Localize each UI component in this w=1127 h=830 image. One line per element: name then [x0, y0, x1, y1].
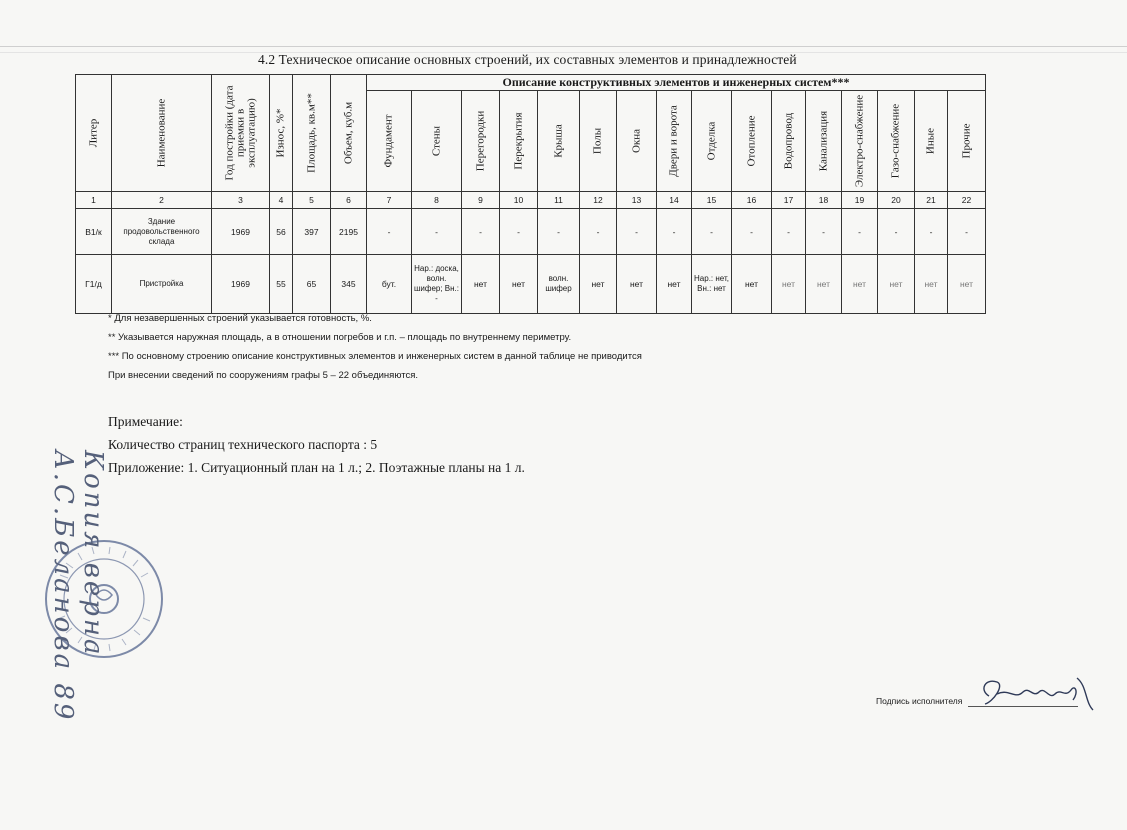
table-cell: нет	[842, 255, 878, 314]
group-header: Описание конструктивных элементов и инженерных систем***	[367, 75, 986, 91]
table-cell: -	[806, 209, 842, 255]
column-number: 15	[692, 192, 732, 209]
col-header-wear: Износ, %*	[270, 75, 293, 192]
table-cell: нет	[617, 255, 657, 314]
col-header-heating: Отопление	[732, 91, 772, 192]
col-header-year: Год постройки (дата приемки в эксплуатацию)	[212, 75, 270, 192]
table-cell: нет	[500, 255, 538, 314]
col-header-misc: Прочие	[948, 91, 986, 192]
column-number: 20	[878, 192, 915, 209]
column-number: 16	[732, 192, 772, 209]
col-header-doors: Двери и ворота	[657, 91, 692, 192]
column-number: 14	[657, 192, 692, 209]
table-cell: -	[878, 209, 915, 255]
column-number: 2	[112, 192, 212, 209]
table-cell: Нар.: нет, Вн.: нет	[692, 255, 732, 314]
table-cell: -	[367, 209, 412, 255]
column-number: 3	[212, 192, 270, 209]
table-cell: нет	[878, 255, 915, 314]
footnotes	[108, 309, 642, 385]
table-cell: 1969	[212, 255, 270, 314]
table-cell: Нар.: доска, волн. шифер; Вн.: -	[412, 255, 462, 314]
column-number: 11	[538, 192, 580, 209]
table-cell: -	[915, 209, 948, 255]
col-header-liter: Литер	[76, 75, 112, 192]
table-cell: -	[948, 209, 986, 255]
certified-copy-note: Копия верна А.С.Беланова 89	[48, 450, 108, 723]
page-title: 4.2 Техническое описание основных строений, их составных элементов и принадлежностей	[258, 52, 797, 67]
table-cell: -	[462, 209, 500, 255]
table-cell: нет	[657, 255, 692, 314]
col-header-other: Иные	[915, 91, 948, 192]
col-header-area: Площадь, кв.м**	[293, 75, 331, 192]
table-cell: 397	[293, 209, 331, 255]
table-cell: бут.	[367, 255, 412, 314]
table-cell: Здание продовольственного склада	[112, 209, 212, 255]
table-row	[76, 255, 986, 314]
col-header-electricity: Электро-снабжение	[842, 91, 878, 192]
signature-label: Подпись исполнителя	[876, 696, 963, 706]
col-header-gas: Газо-снабжение	[878, 91, 915, 192]
table-cell: -	[500, 209, 538, 255]
column-number: 18	[806, 192, 842, 209]
table-cell: нет	[732, 255, 772, 314]
col-header-floors: Полы	[580, 91, 617, 192]
table-cell: -	[732, 209, 772, 255]
col-header-partitions: Перегородки	[462, 91, 500, 192]
table-row	[76, 209, 986, 255]
table-cell: 1969	[212, 209, 270, 255]
table-cell: -	[580, 209, 617, 255]
column-number: 12	[580, 192, 617, 209]
footnote: *** По основному строению описание конструктивных элементов и инженерных систем в данной таблице не приводится	[108, 351, 642, 362]
column-number: 19	[842, 192, 878, 209]
footnote: ** Указывается наружная площадь, а в отношении погребов и г.п. – площадь по внутреннему периметру.	[108, 332, 572, 343]
col-header-walls: Стены	[412, 91, 462, 192]
remark-appendix: Приложение: 1. Ситуационный план на 1 л.; 2. Поэтажные планы на 1 л.	[108, 460, 525, 475]
table-cell: волн. шифер	[538, 255, 580, 314]
col-header-sewage: Канализация	[806, 91, 842, 192]
column-number: 10	[500, 192, 538, 209]
table-cell: 65	[293, 255, 331, 314]
table-cell: нет	[462, 255, 500, 314]
column-number: 4	[270, 192, 293, 209]
column-number: 21	[915, 192, 948, 209]
column-number: 9	[462, 192, 500, 209]
table-cell: Пристройка	[112, 255, 212, 314]
table-cell: -	[772, 209, 806, 255]
col-header-roof: Крыша	[538, 91, 580, 192]
table-cell: нет	[948, 255, 986, 314]
table-cell: нет	[580, 255, 617, 314]
column-number: 7	[367, 192, 412, 209]
column-number: 1	[76, 192, 112, 209]
remark-block	[108, 410, 525, 479]
column-numbers-row	[76, 192, 986, 209]
table-cell: -	[692, 209, 732, 255]
col-header-name: Наименование	[112, 75, 212, 192]
col-header-volume: Объем, куб.м	[331, 75, 367, 192]
table-cell: 56	[270, 209, 293, 255]
description-table	[75, 74, 986, 314]
table-cell: нет	[772, 255, 806, 314]
column-number: 17	[772, 192, 806, 209]
column-number: 13	[617, 192, 657, 209]
col-header-windows: Окна	[617, 91, 657, 192]
table-cell: -	[842, 209, 878, 255]
table-cell: -	[617, 209, 657, 255]
col-header-foundation: Фундамент	[367, 91, 412, 192]
table-cell: 55	[270, 255, 293, 314]
signature-image	[975, 672, 1100, 717]
col-header-finishing: Отделка	[692, 91, 732, 192]
table-cell: нет	[806, 255, 842, 314]
table-cell: -	[412, 209, 462, 255]
table-cell: -	[657, 209, 692, 255]
remark-heading: Примечание:	[108, 414, 183, 429]
remark-pages: Количество страниц технического паспорта : 5	[108, 437, 378, 452]
column-number: 22	[948, 192, 986, 209]
table-cell: Г1/д	[76, 255, 112, 314]
column-number: 8	[412, 192, 462, 209]
footnote: * Для незавершенных строений указывается готовность, %.	[108, 313, 372, 324]
footnote: При внесении сведений по сооружениям графы 5 – 22 объединяются.	[108, 370, 419, 381]
col-header-floors-slabs: Перекрытия	[500, 91, 538, 192]
table-cell: 2195	[331, 209, 367, 255]
table-cell: -	[538, 209, 580, 255]
column-number: 5	[293, 192, 331, 209]
table-cell: 345	[331, 255, 367, 314]
scan-line	[0, 46, 1127, 47]
column-number: 6	[331, 192, 367, 209]
table-cell: В1/к	[76, 209, 112, 255]
col-header-water: Водопровод	[772, 91, 806, 192]
table-cell: нет	[915, 255, 948, 314]
